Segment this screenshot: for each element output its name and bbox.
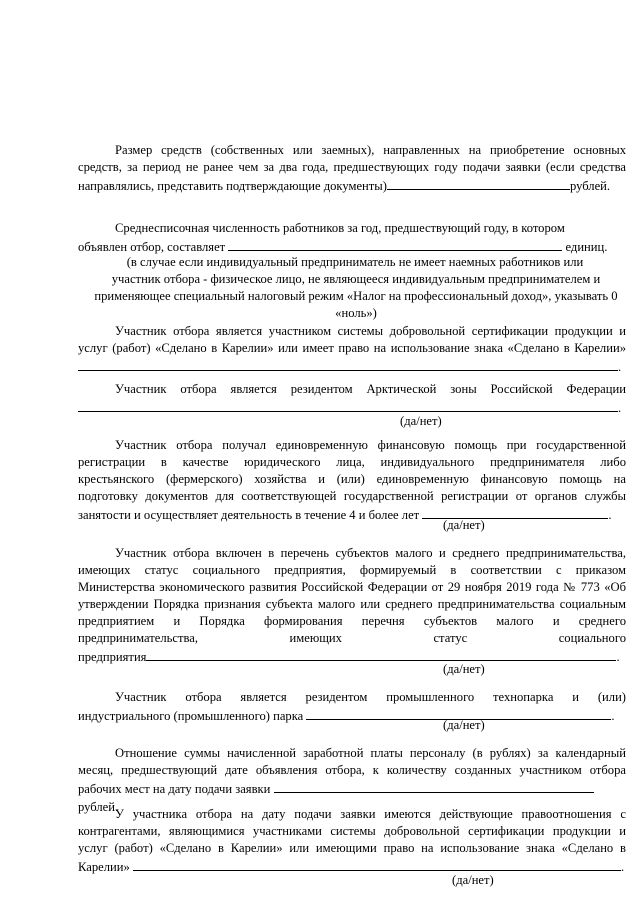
contractors-hint: (да/нет) <box>452 873 494 887</box>
headcount-field[interactable] <box>228 237 562 251</box>
headcount-line-1: Среднесписочная численность работников за год, предшествующий году, в котором <box>115 221 565 235</box>
social-line-1: Участник отбора включен в перечень субъектов малого и среднего предпринимательства, <box>115 546 626 560</box>
contractors-line-1: У участника отбора на дату подачи заявки имеются действующие правоотношения с <box>115 807 626 821</box>
arctic-period: . <box>618 401 622 415</box>
aid-line-3: крестьянского (фермерского) хозяйства и (или) единовременную финансовую помощь на <box>78 472 626 486</box>
contractors-line-2: контрагентами, являющимися участниками системы добровольной сертификации продукции и <box>78 824 626 838</box>
karelia-line-3 <box>78 357 626 377</box>
fixed-assets-amount-field[interactable] <box>387 176 570 190</box>
fixed-assets-line-1: Размер средств (собственных или заемных), направленных на приобретение основных <box>115 143 626 157</box>
headcount-unit: единиц. <box>565 240 608 254</box>
karelia-answer-field[interactable] <box>78 357 618 371</box>
technopark-line-1: Участник отбора является резидентом промышленного технопарка и (или) <box>115 690 626 704</box>
salary-line-1: Отношение суммы начисленной заработной платы персоналу (в рублях) за календарный <box>115 746 626 760</box>
fixed-assets-label: направлялись, представить подтверждающие документы) <box>78 179 387 193</box>
fixed-assets-unit: рублей. <box>569 179 611 193</box>
social-answer-field[interactable] <box>146 647 616 661</box>
social-line-4: утверждении Порядка признания субъекта малого или среднего предпринимательства социальным <box>78 597 626 611</box>
social-hint: (да/нет) <box>443 662 485 676</box>
headcount-note-1: (в случае если индивидуальный предприниматель не имеет наемных работников или <box>126 255 584 269</box>
aid-label: занятости и осуществляет деятельность в течение 4 и более лет <box>78 508 420 522</box>
contractors-label: Карелии» <box>78 860 130 874</box>
contractors-line-4 <box>78 857 626 877</box>
karelia-line-2: услуг (работ) «Сделано в Карелии» или имеет право на использование знака «Сделано в Карелии» <box>78 341 626 355</box>
arctic-line-2 <box>78 398 626 418</box>
aid-line-5 <box>78 505 626 525</box>
aid-period: . <box>608 508 612 522</box>
contractors-answer-field[interactable] <box>133 857 621 871</box>
headcount-note-2: участник отбора - физическое лицо, не являющееся индивидуальным предпринимателем и <box>111 272 601 286</box>
headcount-note-4: «ноль») <box>335 306 377 320</box>
technopark-label: индустриального (промышленного) парка <box>78 709 304 723</box>
social-line-7 <box>78 647 626 667</box>
arctic-line-1: Участник отбора является резидентом Арктической зоны Российской Федерации <box>115 382 626 396</box>
salary-label: рабочих мест на дату подачи заявки <box>78 782 271 796</box>
social-line-3: Министерства экономического развития Российской Федерации от 29 ноября 2019 года № 773 «Об <box>78 580 626 594</box>
headcount-note-3: применяющее специальный налоговый режим «Налог на профессиональный доход», указывать 0 <box>94 289 618 303</box>
social-line-6: предпринимательства, имеющих статус социального <box>78 631 626 645</box>
contractors-period: . <box>620 860 625 874</box>
salary-unit: рублей. <box>78 799 119 814</box>
arctic-answer-field[interactable] <box>78 398 618 412</box>
social-line-2: имеющих статус социального предприятия, формируемый в соответствии с приказом <box>78 563 626 577</box>
technopark-line-2 <box>78 706 626 726</box>
fixed-assets-line-3 <box>78 176 626 196</box>
aid-line-2: регистрации в качестве юридического лица, индивидуального предпринимателя либо <box>78 455 626 469</box>
technopark-hint: (да/нет) <box>443 718 485 732</box>
aid-answer-field[interactable] <box>422 505 608 519</box>
social-line-5: предприятием и Порядка формирования перечня субъектов малого и среднего <box>78 614 626 628</box>
karelia-period: . <box>618 360 622 374</box>
social-label: предприятия <box>78 650 147 664</box>
aid-hint: (да/нет) <box>443 518 485 532</box>
aid-line-4: подготовку документов для соответствующей государственной регистрации от органов службы <box>78 489 626 503</box>
social-period: . <box>616 650 620 664</box>
contractors-line-3: услуг (работ) «Сделано в Карелии» или имеющими право на использование знака «Сделано в <box>78 841 626 855</box>
fixed-assets-line-2: средств, за период не ранее чем за два года, предшествующих году подачи заявки (если средства <box>78 160 626 174</box>
salary-amount-field[interactable] <box>274 779 594 793</box>
arctic-hint: (да/нет) <box>400 414 442 428</box>
karelia-line-1: Участник отбора является участником системы добровольной сертификации продукции и <box>115 324 626 338</box>
aid-line-1: Участник отбора получал единовременную финансовую помощь при государственной <box>115 438 626 452</box>
technopark-period: . <box>611 709 615 723</box>
headcount-label: объявлен отбор, составляет <box>78 240 226 254</box>
salary-line-2: месяц, предшествующий дате объявления отбора, к количеству созданных участником отбора <box>78 763 626 777</box>
